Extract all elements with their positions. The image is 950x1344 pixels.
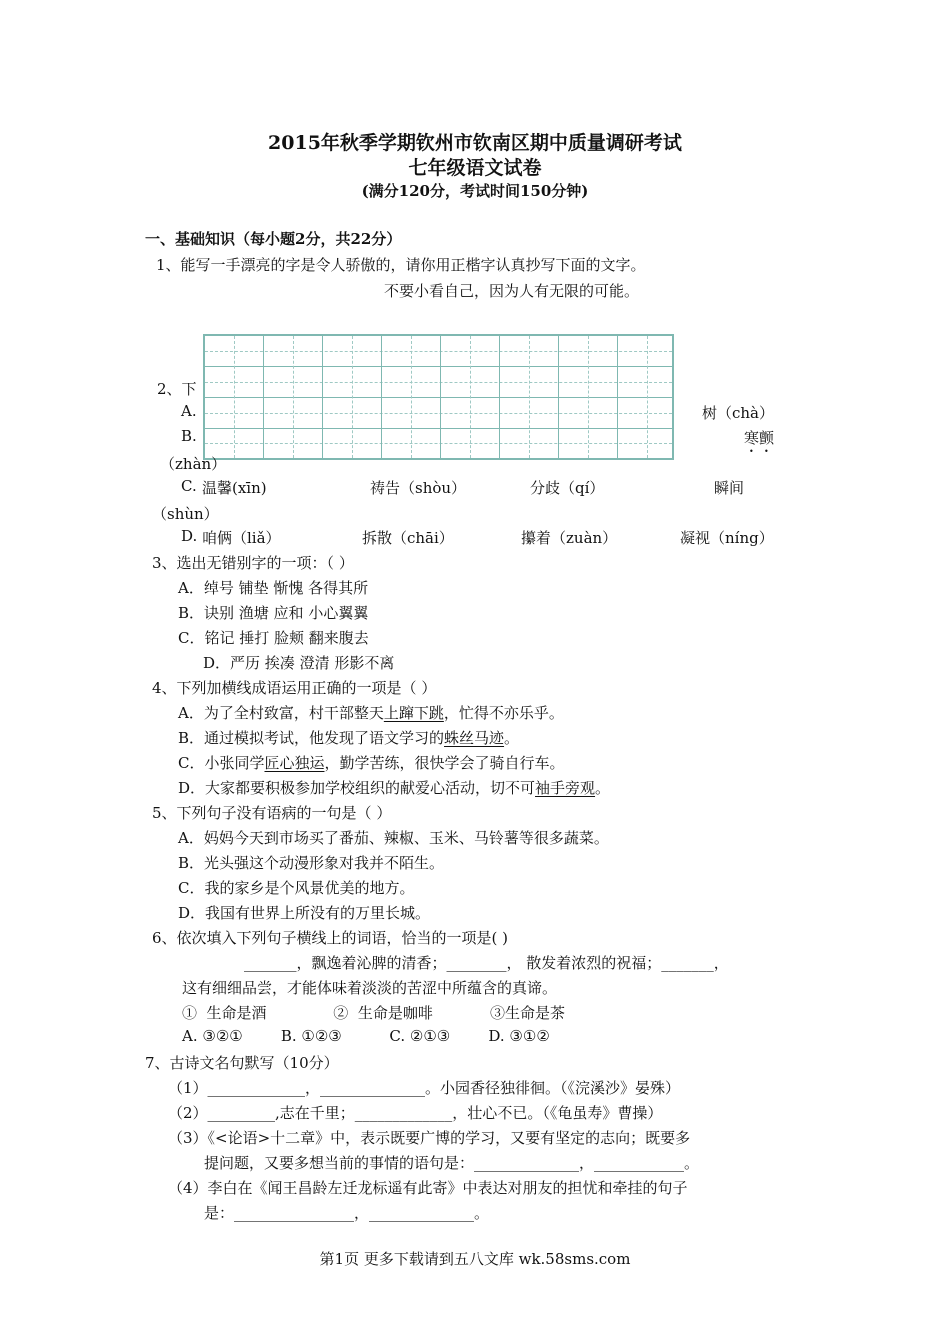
q2-option-b-tail: 寒颤 [744,429,775,447]
q6-items: ① 生命是酒 ② 生命是咖啡 ③生命是茶 [182,1004,566,1022]
q4-prompt: 4、下列加横线成语运用正确的一项是（ ） [152,679,437,697]
q3-option-d: D．严历 挨凑 澄清 形影不离 [203,654,395,672]
q6-prompt: 6、依次填入下列句子横线上的词语，恰当的一项是( ) [152,929,509,947]
q6-choices: A. ③②① B. ①②③ C. ②①③ D. ③①② [182,1027,550,1045]
page-footer: 第1页 更多下载请到五八文库 wk.58sms.com [319,1250,631,1268]
q2-option-c-label: C. [181,477,197,495]
q2-prompt: 2、下 [157,380,197,398]
q7-line3-cont: 提问题，又要多想当前的事情的语句是：______________，____________。 [204,1154,700,1172]
q1-prompt: 1、能写一手漂亮的字是令人骄傲的，请你用正楷字认真抄写下面的文字。 [156,256,646,274]
section-heading: 一、基础知识（每小题2分，共22分） [145,230,402,248]
q5-option-b: B．光头强这个动漫形象对我并不陌生。 [178,854,445,872]
q4-option-b: B．通过模拟考试，他发现了语文学习的蛛丝马迹。 [178,729,520,747]
q1-copy-text: 不要小看自己，因为人有无限的可能。 [384,282,640,300]
q6-line1: _______，飘逸着沁脾的清香；________， 散发着浓烈的祝福；_______， [244,954,729,972]
writing-grid[interactable] [203,334,674,460]
q2-option-b-wrap: （zhàn） [160,455,227,473]
q2-option-c-wrap: （shùn） [152,505,219,523]
q5-option-a: A．妈妈今天到市场买了番茄、辣椒、玉米、马铃薯等很多蔬菜。 [178,829,609,847]
q6-line2: 这有细细品尝，才能体味着淡淡的苦涩中所蕴含的真谛。 [182,979,558,997]
q4-option-a: A．为了全村致富，村干部整天上蹿下跳，忙得不亦乐乎。 [178,704,564,722]
q2-option-b-label: B. [181,427,197,445]
q2-option-a-tail: 树（chà） [702,404,775,422]
q5-prompt: 5、下列句子没有语病的一句是（ ） [152,804,392,822]
q2-c3: 分歧（qí） [530,479,605,497]
q2-option-a-label: A. [181,402,197,420]
q2-d3: 攥着（zuàn） [521,529,618,547]
q4-option-d: D．大家都要积极参加学校组织的献爱心活动，切不可袖手旁观。 [178,779,611,797]
q5-option-d: D．我国有世界上所没有的万里长城。 [178,904,431,922]
q3-option-c: C．铭记 捶打 脸颊 翻来腹去 [178,629,369,647]
exam-note: (满分120分，考试时间150分钟) [361,182,589,200]
q3-option-b: B．诀别 渔塘 应和 小心翼翼 [178,604,369,622]
q7-line1: （1）_____________，______________。小园香径独徘徊。（《浣溪沙》晏殊） [168,1079,681,1097]
q2-option-d-label: D. [181,527,198,545]
q4-option-c: C．小张同学匠心独运，勤学苦练，很快学会了骑自行车。 [178,754,565,772]
q7-prompt: 7、古诗文名句默写（10分） [145,1054,339,1072]
q7-line2: （2）_________,志在千里；_____________，壮心不已。（《龟虽寿》曹操） [168,1104,663,1122]
q5-option-c: C．我的家乡是个风景优美的地方。 [178,879,415,897]
exam-title: 2015年秋季学期钦州市钦南区期中质量调研考试 [268,132,682,154]
q3-prompt: 3、选出无错别字的一项：（ ） [152,554,354,572]
q2-d1: 咱俩（liǎ） [202,529,281,547]
q2-c2: 祷告（shòu） [370,479,467,497]
q2-d4: 凝视（níng） [680,529,774,547]
q2-c1: 温馨(xīn) [202,479,267,497]
q2-d2: 拆散（chāi） [362,529,454,547]
q7-line3: （3）《<论语>十二章》中，表示既要广博的学习，又要有坚定的志向；既要多 [168,1129,691,1147]
q7-line4-cont: 是：________________，______________。 [204,1204,490,1222]
q2-c4: 瞬间 [714,479,745,497]
q3-option-a: A．绰号 铺垫 惭愧 各得其所 [178,579,369,597]
exam-subtitle: 七年级语文试卷 [408,157,542,179]
q7-line4: （4）李白在《闻王昌龄左迁龙标遥有此寄》中表达对朋友的担忧和牵挂的句子 [168,1179,688,1197]
